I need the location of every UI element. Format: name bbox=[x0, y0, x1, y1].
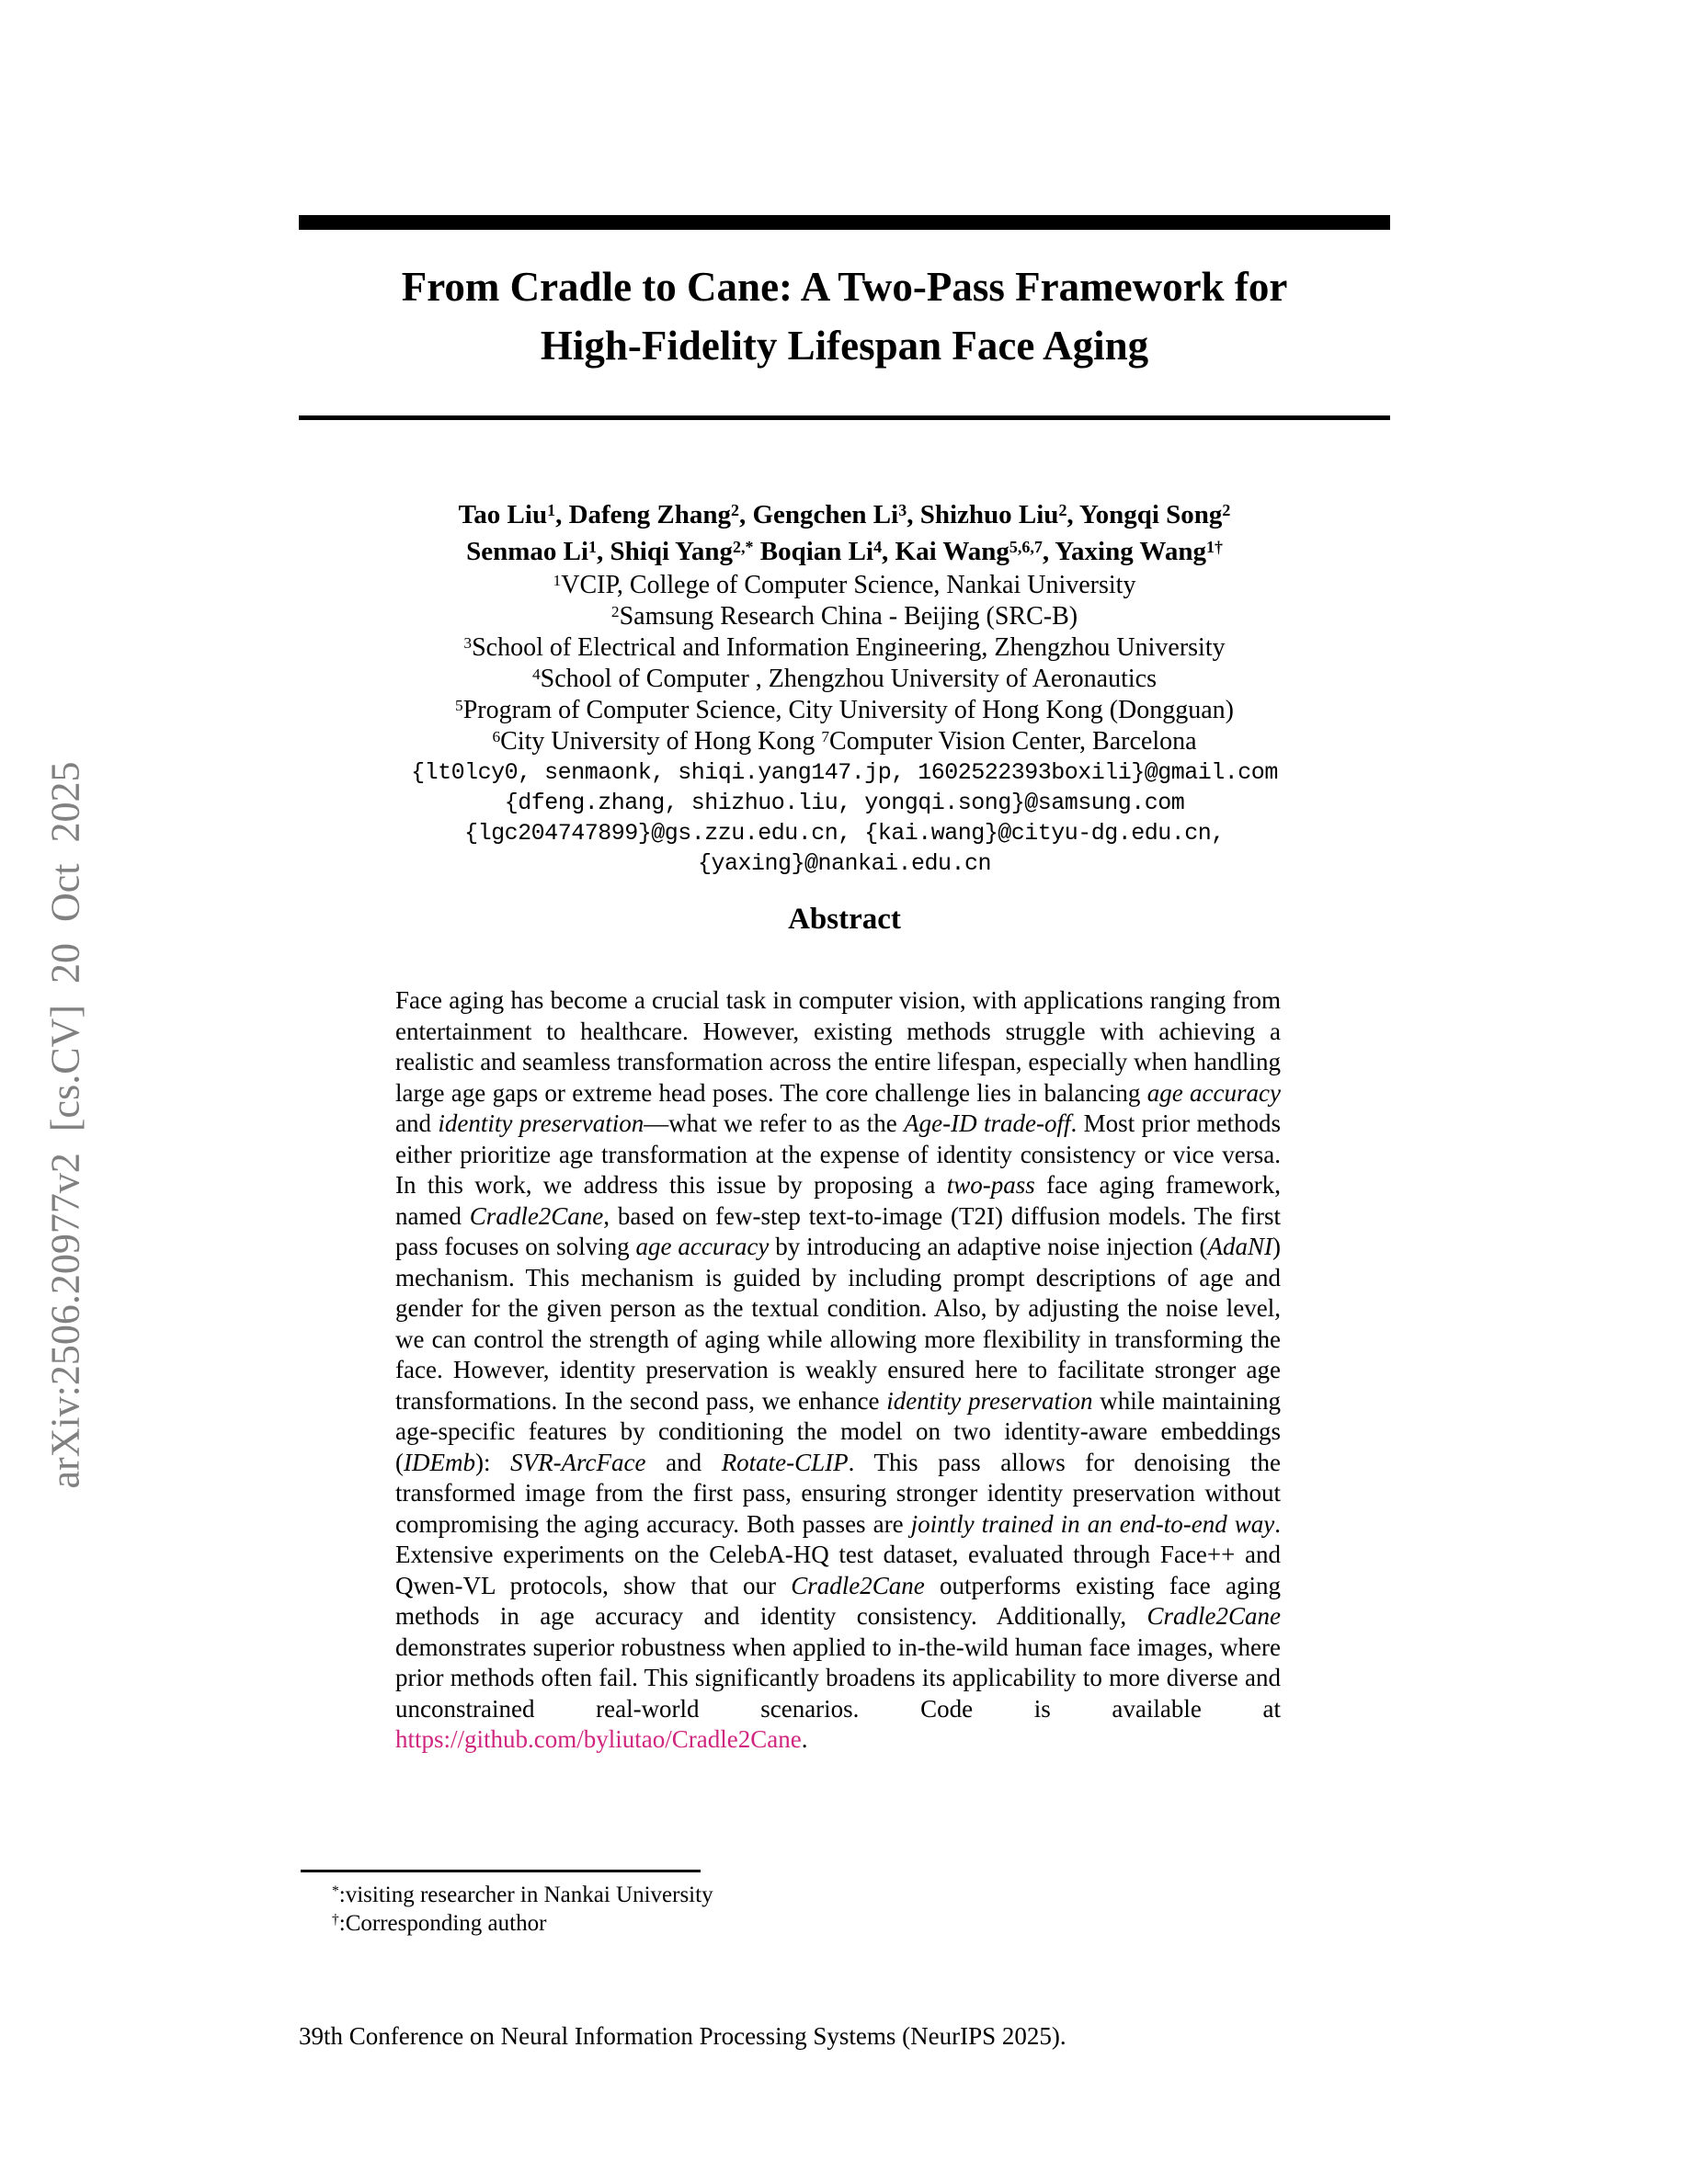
affiliation-2: $^2$Samsung Research China - Beijing (SRC-B) bbox=[610, 602, 1078, 631]
superscript: 2 bbox=[1222, 500, 1231, 519]
superscript: 6 bbox=[492, 728, 501, 746]
footnote-visiting-researcher: *:visiting researcher in Nankai University bbox=[332, 1883, 713, 1907]
superscript: 2 bbox=[1058, 500, 1067, 519]
conference-footer: 39th Conference on Neural Information Processing Systems (NeurIPS 2025). bbox=[299, 2022, 1066, 2050]
superscript: 5 bbox=[455, 697, 463, 715]
superscript: 3 bbox=[463, 634, 473, 653]
superscript: 2 bbox=[731, 500, 739, 519]
github-link[interactable]: https://github.com/byliutao/Cradle2Cane bbox=[395, 1725, 802, 1753]
email-line-3: {lgc204747899}@gs.zzu.edu.cn, {kai.wang}@cityu-dg.edu.cn, bbox=[464, 820, 1225, 847]
title-rule-thick bbox=[299, 215, 1390, 230]
author-line-1: Tao Liu$^1$, Dafeng Zhang$^2$, Gengchen Li$^3$, Shizhuo Liu$^2$, Yongqi Song$^2$ bbox=[458, 500, 1231, 529]
italic-term: two-pass bbox=[946, 1171, 1035, 1199]
italic-term: AdaNI bbox=[1207, 1233, 1272, 1260]
italic-term: Rotate-CLIP bbox=[721, 1448, 849, 1476]
footnote-rule bbox=[301, 1870, 701, 1872]
superscript: 1 bbox=[547, 500, 556, 519]
superscript: 1† bbox=[1205, 537, 1223, 556]
italic-term: Cradle2Cane bbox=[1146, 1602, 1281, 1630]
italic-term: Age-ID trade-off bbox=[904, 1109, 1071, 1137]
affiliation-3: $^3$School of Electrical and Information Engineering, Zhengzhou University bbox=[463, 633, 1226, 662]
email-line-1: {lt0lcy0, senmaonk, shiqi.yang147.jp, 1602522393boxili}@gmail.com bbox=[411, 759, 1278, 786]
superscript: 4 bbox=[531, 665, 541, 684]
italic-term: jointly trained in an end-to-end way bbox=[910, 1509, 1275, 1538]
affiliation-6: $^6$City University of Hong Kong $^7$Computer Vision Center, Barcelona bbox=[492, 727, 1197, 756]
superscript: 4 bbox=[873, 537, 883, 556]
superscript: 2,* bbox=[733, 537, 754, 556]
affiliation-5: $^5$Program of Computer Science, City University of Hong Kong (Dongguan) bbox=[455, 696, 1234, 724]
italic-term: IDEmb bbox=[404, 1448, 475, 1476]
arxiv-watermark: arXiv:2506.20977v2 [cs.CV] 20 Oct 2025 bbox=[42, 761, 88, 1489]
superscript: * bbox=[332, 1883, 339, 1900]
email-line-2: {dfeng.zhang, shizhuo.liu, yongqi.song}@samsung.com bbox=[504, 790, 1185, 816]
superscript: 3 bbox=[898, 500, 907, 519]
abstract-heading: Abstract bbox=[788, 903, 901, 936]
footnote-corresponding-author: †:Corresponding author bbox=[332, 1911, 547, 1936]
email-line-4: {yaxing}@nankai.edu.cn bbox=[697, 850, 992, 877]
author-line-2: Senmao Li$^1$, Shiqi Yang$^{2,*}$ Boqian Li$^4$, Kai Wang$^{5,6,7}$, Yaxing Wang$^{1\dagger}$ bbox=[466, 537, 1223, 566]
superscript: † bbox=[332, 1912, 339, 1928]
author-block bbox=[299, 496, 1390, 879]
superscript: 5,6,7 bbox=[1009, 537, 1043, 556]
affiliation-1: $^1$VCIP, College of Computer Science, Nankai University bbox=[553, 571, 1136, 599]
italic-term: identity preservation bbox=[438, 1109, 644, 1137]
superscript: 2 bbox=[610, 603, 620, 621]
affiliation-4: $^4$School of Computer , Zhengzhou University of Aeronautics bbox=[531, 665, 1157, 693]
title-line-1: From Cradle to Cane: A Two-Pass Framework for bbox=[401, 264, 1288, 310]
italic-term: SVR-ArcFace bbox=[510, 1448, 646, 1476]
italic-term: age accuracy bbox=[1146, 1078, 1281, 1107]
italic-term: identity preservation bbox=[886, 1386, 1093, 1415]
superscript: 7 bbox=[821, 728, 830, 746]
superscript: 1 bbox=[553, 572, 562, 590]
superscript: 1 bbox=[588, 537, 597, 556]
title-rule-thin bbox=[299, 415, 1390, 420]
title-line-2: High-Fidelity Lifespan Face Aging bbox=[540, 323, 1149, 369]
italic-term: Cradle2Cane bbox=[791, 1571, 925, 1599]
italic-term: age accuracy bbox=[635, 1233, 770, 1260]
paper-title bbox=[299, 257, 1390, 375]
italic-term: Cradle2Cane bbox=[469, 1201, 604, 1230]
footnote-block bbox=[301, 1870, 1128, 1938]
abstract-text: Face aging has become a crucial task in computer vision, with applications ranging from entertainment to healthcare. However, existing methods struggle with achieving a realistic and seamless transformation across the entire lifespan, especially when handling large age gaps or extreme head poses. The core challenge lies in balancing age accuracy and identity preservation—what we refer to as the Age-ID trade-off. Most prior methods either prioritize age transformation at the expense of identity consistency or vice versa. In this work, we address this issue by proposing a two-pass face aging framework, named Cradle2Cane, based on few-step text-to-image (T2I) diffusion models. The first pass focuses on solving age accuracy by introducing an adaptive noise injection (AdaNI) mechanism. This mechanism is guided by including prompt descriptions of age and gender for the given person as the textual condition. Also, by adjusting the noise level, we can control the strength of aging while allowing more flexibility in transforming the face. However, identity preservation is weakly ensured here to facilitate stronger age transformations. In the second pass, we enhance identity preservation while maintaining age-specific features by conditioning the model on two identity-aware embeddings (IDEmb): SVR-ArcFace and Rotate-CLIP. This pass allows for denoising the transformed image from the first pass, ensuring stronger identity preservation without compromising the aging accuracy. Both passes are jointly trained in an end-to-end way. Extensive experiments on the CelebA-HQ test dataset, evaluated through Face++ and Qwen-VL protocols, show that our Cradle2Cane outperforms existing face aging methods in age accuracy and identity consistency. Additionally, Cradle2Cane demonstrates superior robustness when applied to in-the-wild human face images, where prior methods often fail. This significantly broadens its applicability to more diverse and unconstrained real-world scenarios. Code is available at https://github.com/byliutao/Cradle2Cane. bbox=[395, 986, 1282, 1753]
